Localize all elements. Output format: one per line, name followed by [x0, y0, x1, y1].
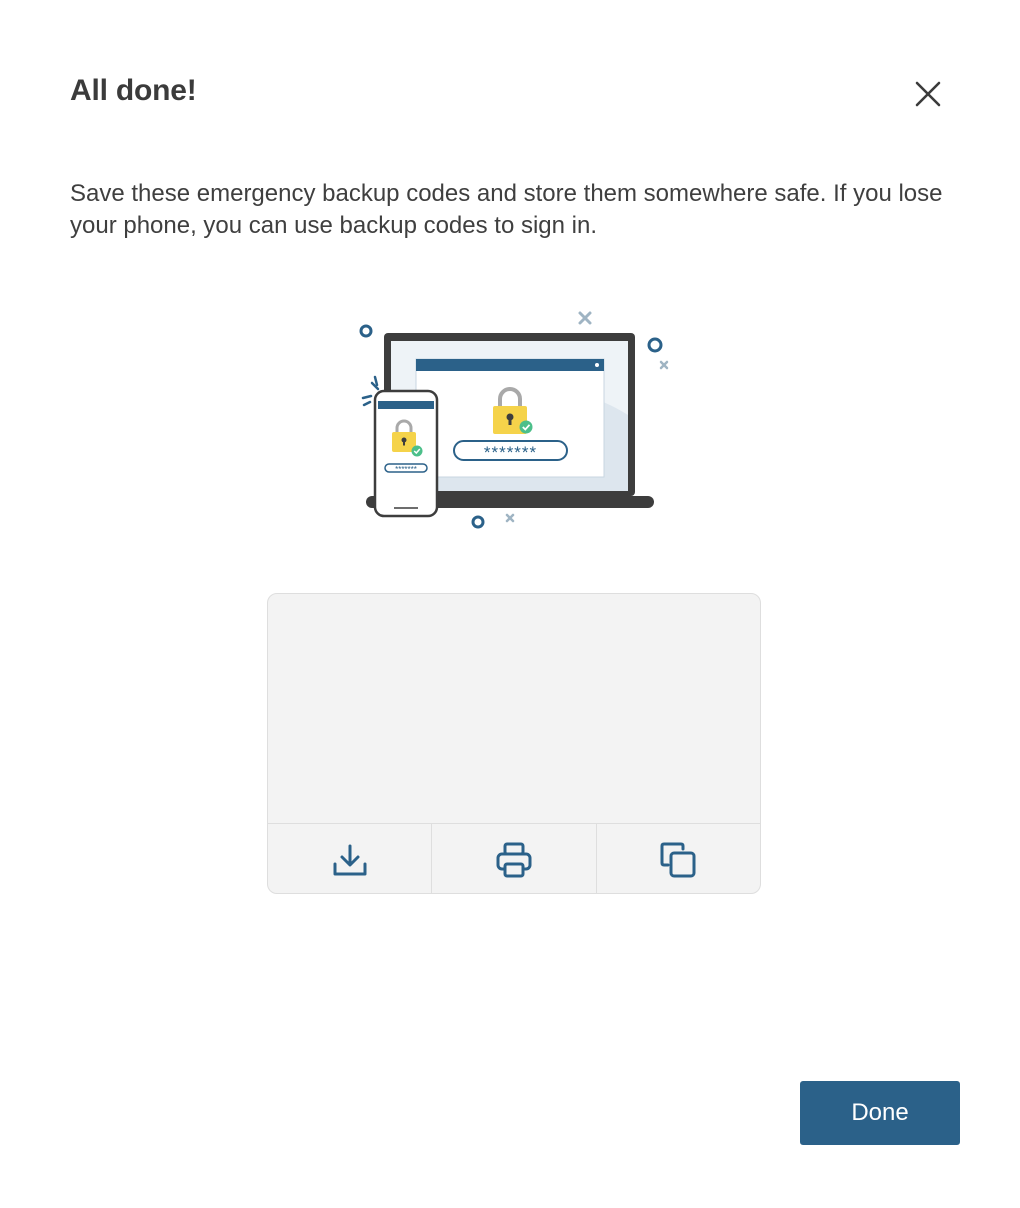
backup-codes-actions: [268, 824, 760, 894]
decor-circle: [361, 326, 371, 336]
done-button[interactable]: Done: [800, 1081, 960, 1145]
security-illustration: [350, 305, 670, 535]
phone-password-mask: *******: [395, 465, 417, 474]
printer-icon: [495, 841, 533, 879]
laptop-password-mask: *******: [483, 443, 538, 462]
copy-icon: [659, 841, 697, 879]
download-button[interactable]: [268, 824, 431, 894]
decor-circle: [649, 339, 661, 351]
decor-cross: [580, 313, 590, 323]
print-button[interactable]: [431, 824, 595, 894]
dialog-title: All done!: [70, 74, 197, 107]
dialog-description: Save these emergency backup codes and store them somewhere safe. If you lose your phone, you can use backup codes to sign in.: [70, 180, 943, 239]
copy-button[interactable]: [596, 824, 760, 894]
backup-codes-list: [268, 594, 760, 824]
phone-icon: [375, 391, 437, 516]
download-icon: [332, 842, 368, 878]
decor-cross: [507, 515, 513, 521]
decor-cross: [661, 362, 667, 368]
close-icon: [915, 81, 941, 107]
decor-circle: [473, 517, 483, 527]
backup-codes-box: [267, 593, 761, 894]
close-button[interactable]: [908, 74, 948, 114]
